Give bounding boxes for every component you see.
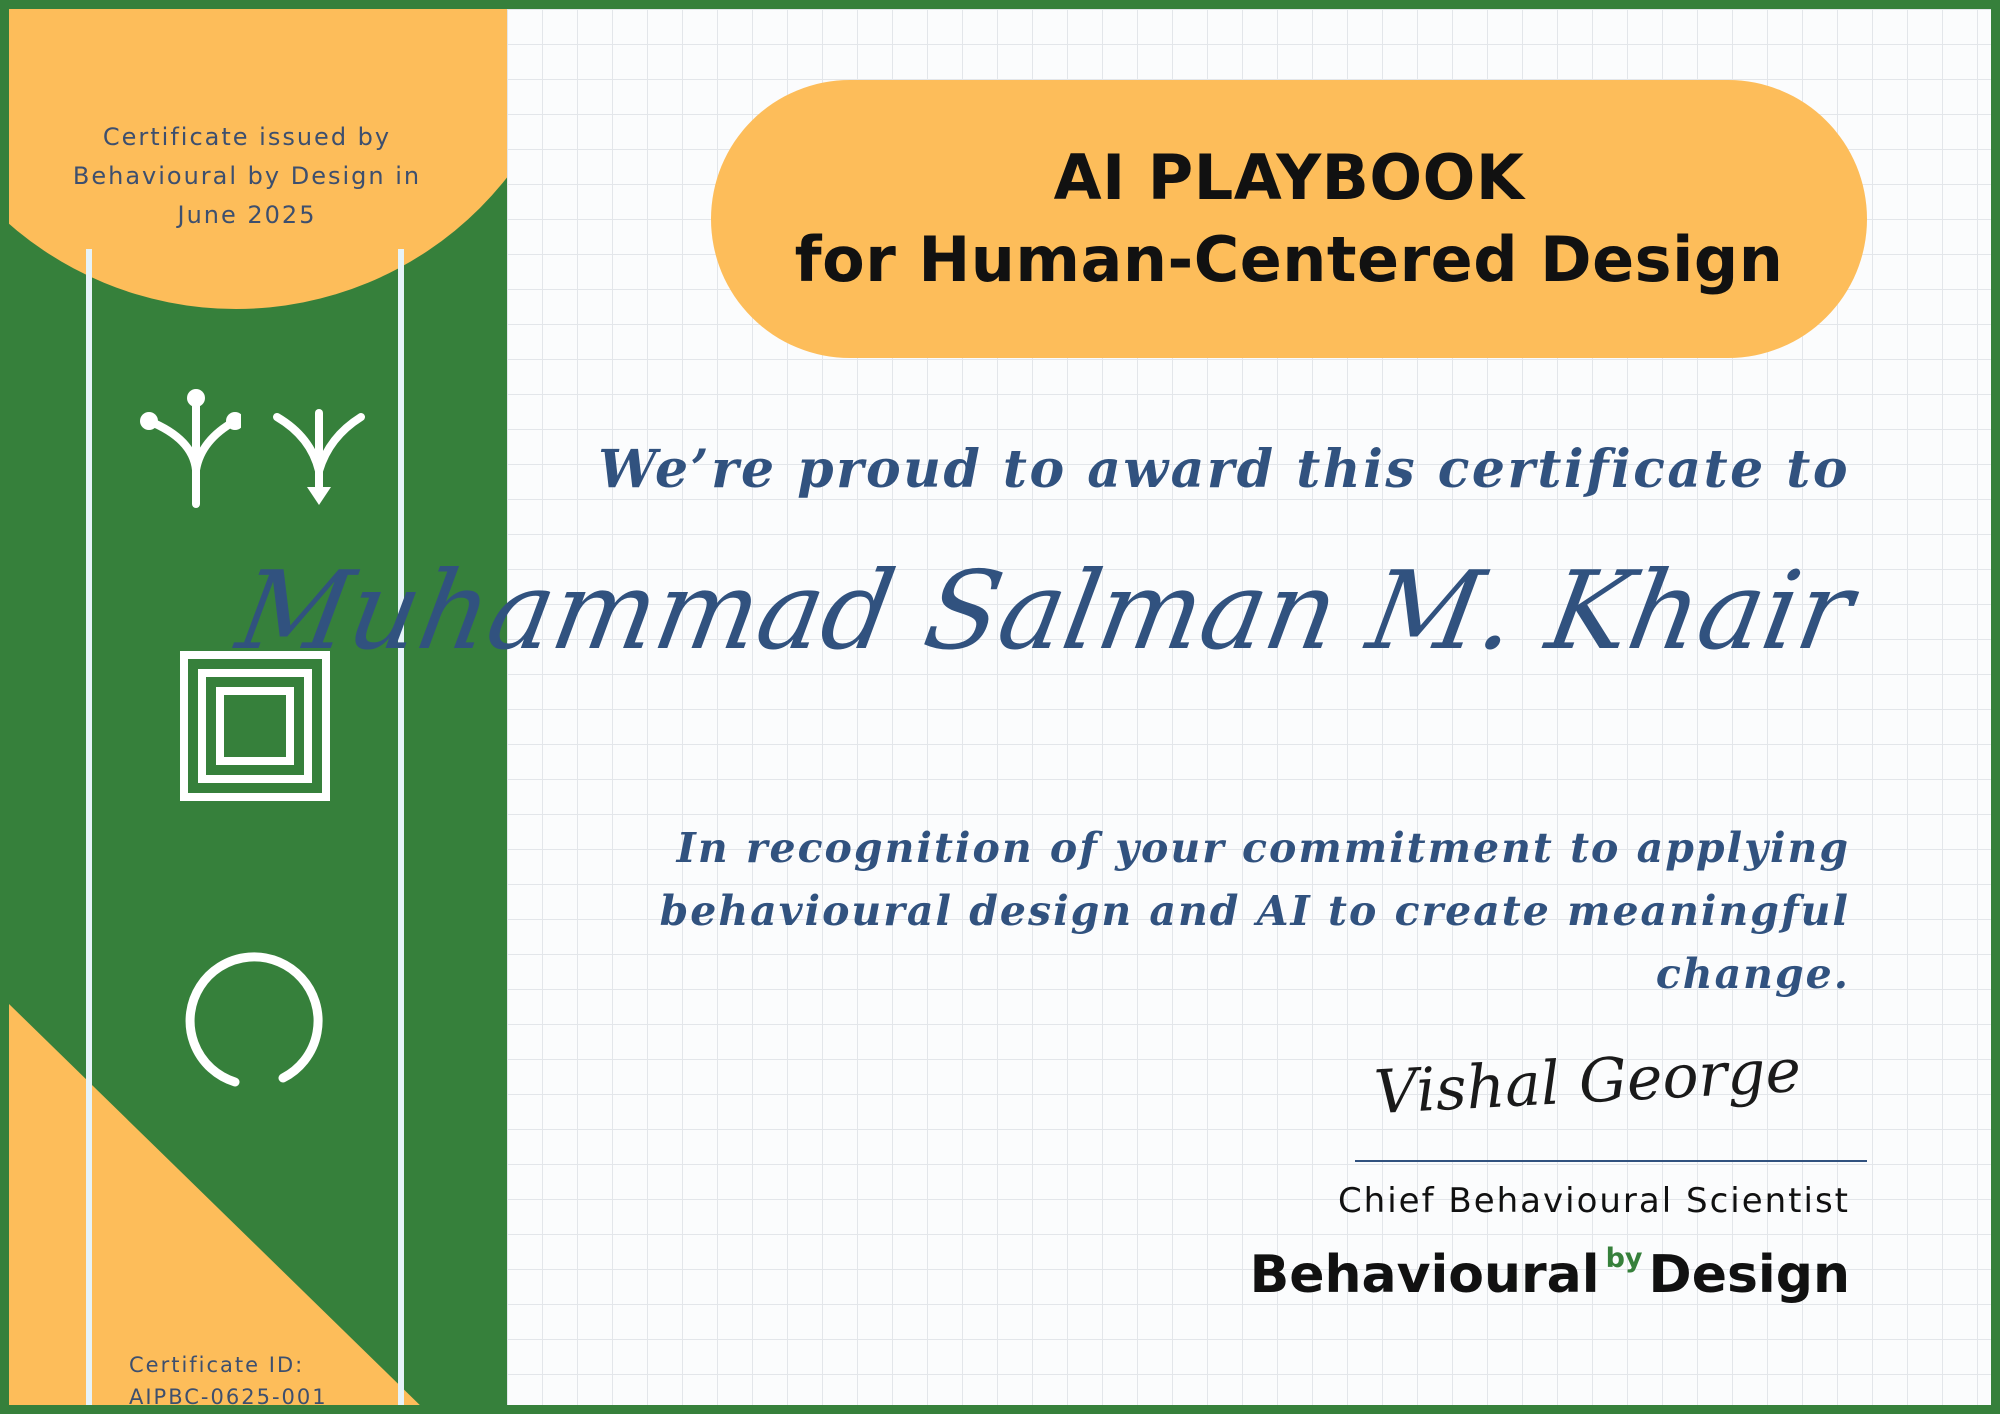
right-rail bbox=[398, 249, 404, 1405]
logo-word-behavioural: Behavioural bbox=[1249, 1245, 1600, 1305]
brand-logo bbox=[1250, 1245, 1850, 1305]
certificate-id-label: Certificate ID: bbox=[129, 1353, 305, 1377]
issuer-note-line: Behavioural by Design in bbox=[72, 162, 422, 190]
recipient-name: Muhammad Salman M. Khair bbox=[228, 549, 1862, 674]
title-line-1: AI PLAYBOOK bbox=[1053, 141, 1525, 214]
title-line-2: for Human-Centered Design bbox=[794, 223, 1784, 296]
left-rail bbox=[86, 249, 92, 1405]
signature: Vishal George bbox=[1372, 1035, 1803, 1129]
recognition-line-1: In recognition of your commitment to applying bbox=[676, 824, 1850, 872]
recognition-line-2: behavioural design and AI to create meaningful change. bbox=[659, 887, 1850, 998]
logo-by: by bbox=[1605, 1243, 1643, 1274]
issuer-note bbox=[27, 118, 467, 235]
sidebar bbox=[9, 9, 507, 1405]
branch-icon bbox=[137, 384, 241, 509]
arrow-branch-icon bbox=[271, 409, 367, 509]
recognition-text bbox=[510, 817, 1850, 1006]
certificate-id bbox=[129, 1349, 399, 1405]
title-banner bbox=[711, 80, 1867, 358]
issuer-note-line: Certificate issued by bbox=[102, 123, 392, 151]
logo-word-design: Design bbox=[1648, 1245, 1850, 1305]
issuer-note-line: June 2025 bbox=[177, 201, 317, 229]
signature-line bbox=[1355, 1160, 1867, 1162]
signatory-role: Chief Behavioural Scientist bbox=[1337, 1181, 1850, 1221]
award-statement: We’re proud to award this certificate to bbox=[598, 439, 1850, 500]
certificate-id-value: AIPBC-0625-001 bbox=[129, 1385, 328, 1405]
enso-circle-icon bbox=[173, 944, 323, 1094]
